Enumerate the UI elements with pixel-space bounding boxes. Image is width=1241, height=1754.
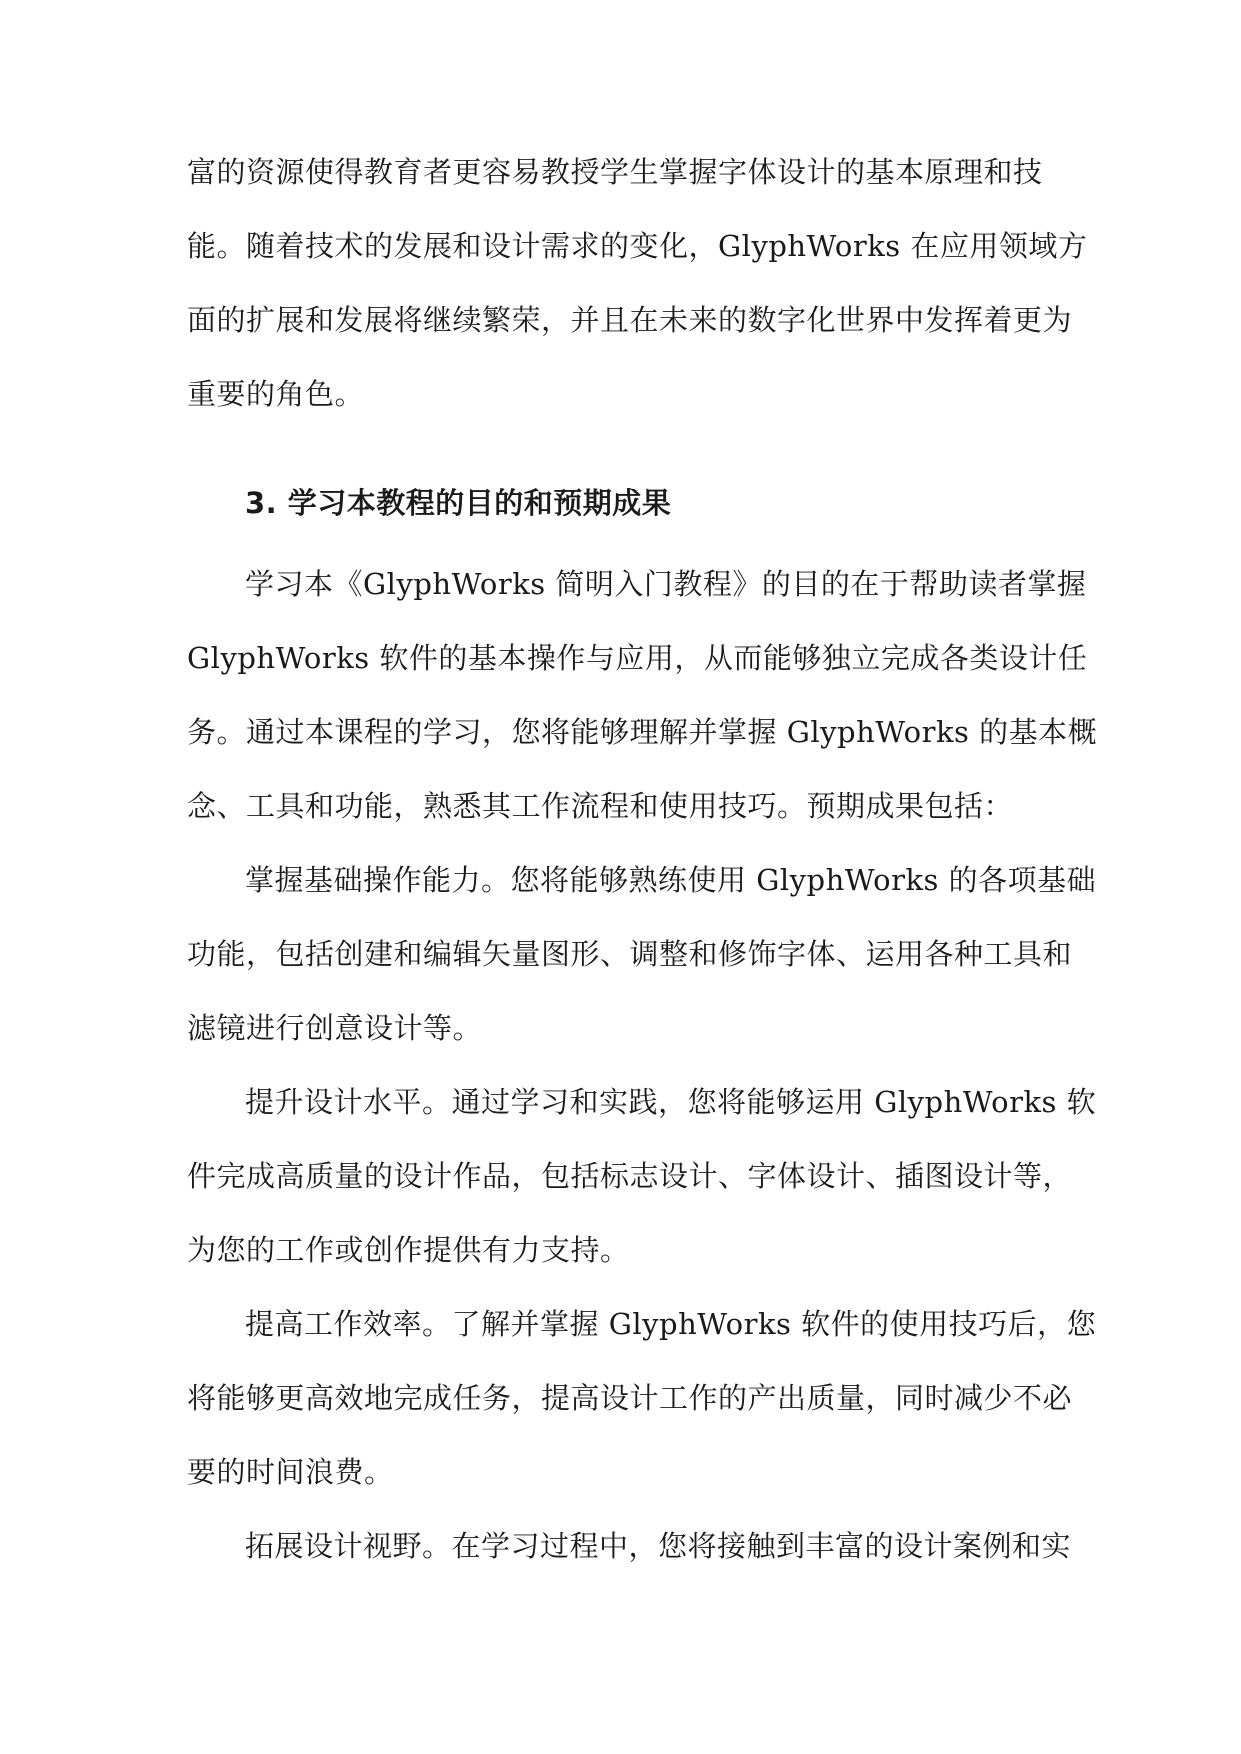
paragraph-line: 提高工作效率。了解并掌握 GlyphWorks 软件的使用技巧后，您 [245, 1307, 1097, 1341]
paragraph-line: 功能，包括创建和编辑矢量图形、调整和修饰字体、运用各种工具和 [187, 937, 1073, 971]
paragraph-line: 面的扩展和发展将继续繁荣，并且在未来的数字化世界中发挥着更为 [187, 303, 1073, 337]
paragraph-line: 念、工具和功能，熟悉其工作流程和使用技巧。预期成果包括： [187, 789, 1014, 823]
paragraph-line: 掌握基础操作能力。您将能够熟练使用 GlyphWorks 的各项基础 [245, 863, 1097, 897]
paragraph-line: 重要的角色。 [187, 377, 365, 411]
paragraph-line: 为您的工作或创作提供有力支持。 [187, 1233, 630, 1267]
paragraph-line: 提升设计水平。通过学习和实践，您将能够运用 GlyphWorks 软 [245, 1085, 1097, 1119]
paragraph-line: 学习本《GlyphWorks 简明入门教程》的目的在于帮助读者掌握 [245, 567, 1087, 601]
section-heading: 3. 学习本教程的目的和预期成果 [245, 486, 672, 520]
paragraph-line: 拓展设计视野。在学习过程中，您将接触到丰富的设计案例和实 [245, 1529, 1072, 1563]
paragraph-line: 件完成高质量的设计作品，包括标志设计、字体设计、插图设计等， [187, 1159, 1073, 1193]
paragraph-line: GlyphWorks 软件的基本操作与应用，从而能够独立完成各类设计任 [187, 641, 1088, 675]
paragraph-line: 滤镜进行创意设计等。 [187, 1011, 483, 1045]
paragraph-line: 要的时间浪费。 [187, 1455, 394, 1489]
paragraph-line: 将能够更高效地完成任务，提高设计工作的产出质量，同时减少不必 [187, 1381, 1073, 1415]
paragraph-line: 务。通过本课程的学习，您将能够理解并掌握 GlyphWorks 的基本概 [187, 715, 1098, 749]
paragraph-line: 富的资源使得教育者更容易教授学生掌握字体设计的基本原理和技 [187, 155, 1043, 189]
paragraph-line: 能。随着技术的发展和设计需求的变化，GlyphWorks 在应用领域方 [187, 229, 1088, 263]
